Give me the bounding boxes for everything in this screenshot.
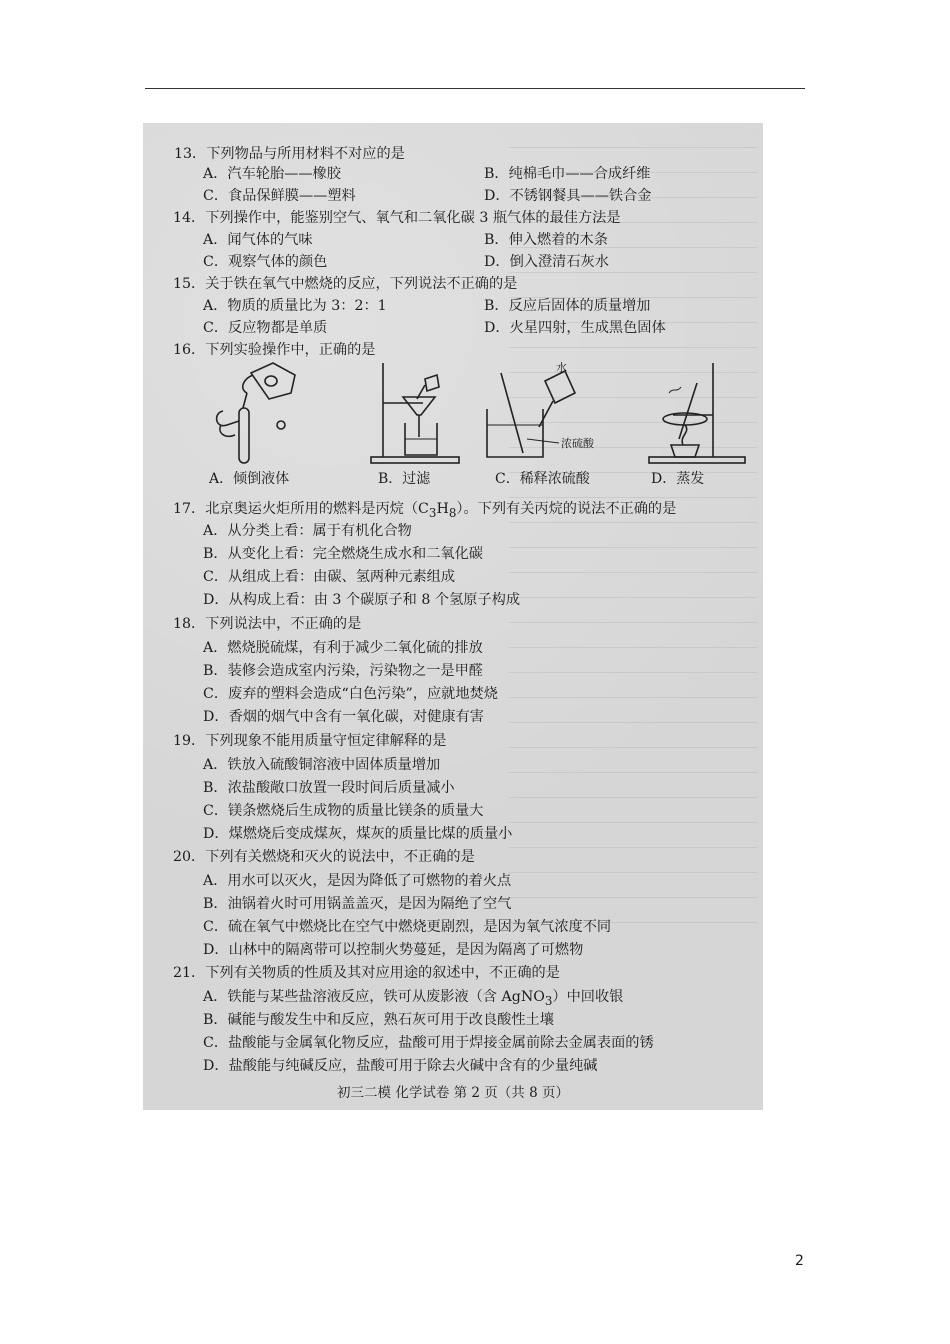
q21-option-d: D．盐酸能与纯碱反应，盐酸可用于除去火碱中含有的少量纯碱 [203, 1058, 598, 1074]
label-concentrated-sulfuric-acid: 浓硫酸 [561, 437, 594, 450]
q15-option-d: D．火星四射，生成黑色固体 [484, 320, 666, 336]
figure-caption-c: C．稀释浓硫酸 [495, 471, 590, 487]
q15-option-c: C．反应物都是单质 [203, 320, 328, 336]
q18-option-b: B．装修会造成室内污染，污染物之一是甲醛 [203, 663, 483, 679]
figure-caption-d: D．蒸发 [651, 471, 705, 487]
header-rule [145, 88, 805, 89]
q19-option-b: B．浓盐酸敞口放置一段时间后质量减小 [203, 780, 455, 796]
question-15-stem: 15．关于铁在氧气中燃烧的反应，下列说法不正确的是 [173, 276, 518, 292]
question-20-stem: 20．下列有关燃烧和灭火的说法中，不正确的是 [173, 849, 475, 865]
question-19-stem: 19．下列现象不能用质量守恒定律解释的是 [173, 733, 447, 749]
q13-option-c: C．食品保鲜膜——塑料 [203, 188, 356, 204]
q14-option-b: B．伸入燃着的木条 [484, 232, 608, 248]
q19-option-a: A．铁放入硫酸铜溶液中固体质量增加 [203, 757, 441, 773]
q21-option-b: B．碱能与酸发生中和反应，熟石灰可用于改良酸性土壤 [203, 1012, 554, 1028]
q21-option-a: A．铁能与某些盐溶液反应，铁可从废影液（含 AgNO$_3$）中回收银 [203, 989, 624, 1008]
q13-option-d: D．不锈钢餐具——铁合金 [484, 188, 652, 204]
q17-option-a: A．从分类上看：属于有机化合物 [203, 523, 412, 539]
q17-option-b: B．从变化上看：完全燃烧生成水和二氧化碳 [203, 546, 483, 562]
q18-option-d: D．香烟的烟气中含有一氧化碳，对健康有害 [203, 709, 484, 725]
filtration-figure [365, 353, 465, 468]
question-18-stem: 18．下列说法中，不正确的是 [173, 616, 362, 632]
figure-caption-a: A．倾倒液体 [209, 471, 290, 487]
pouring-liquid-figure [203, 353, 313, 468]
q14-option-c: C．观察气体的颜色 [203, 254, 328, 270]
question-14-stem: 14．下列操作中，能鉴别空气、氧气和二氧化碳 3 瓶气体的最佳方法是 [173, 210, 621, 226]
q13-option-b: B．纯棉毛巾——合成纤维 [484, 166, 651, 182]
q14-option-d: D．倒入澄清石灰水 [484, 254, 609, 270]
q17-option-c: C．从组成上看：由碳、氢两种元素组成 [203, 569, 456, 585]
exam-footer: 初三二模 化学试卷 第 2 页（共 8 页） [337, 1085, 569, 1101]
q20-option-b: B．油锅着火时可用锅盖盖灭，是因为隔绝了空气 [203, 896, 512, 912]
q20-option-a: A．用水可以灭火，是因为降低了可燃物的着火点 [203, 873, 512, 889]
question-16-stem: 16．下列实验操作中，正确的是 [173, 342, 376, 358]
figure-caption-b: B．过滤 [378, 471, 431, 487]
label-water: 水 [556, 361, 567, 374]
q20-option-c: C．硫在氧气中燃烧比在空气中燃烧更剧烈，是因为氧气浓度不同 [203, 919, 612, 935]
q21-option-c: C．盐酸能与金属氧化物反应，盐酸可用于焊接金属前除去金属表面的锈 [203, 1035, 654, 1051]
q19-option-c: C．镁条燃烧后生成物的质量比镁条的质量大 [203, 803, 484, 819]
q14-option-a: A．闻气体的气味 [203, 232, 313, 248]
evaporation-figure [643, 353, 753, 468]
q18-option-a: A．燃烧脱硫煤，有利于减少二氧化硫的排放 [203, 640, 483, 656]
q13-option-a: A．汽车轮胎——橡胶 [203, 166, 341, 182]
scanned-exam-page [143, 123, 763, 1110]
question-13-stem: 13．下列物品与所用材料不对应的是 [174, 146, 405, 162]
q20-option-d: D．山林中的隔离带可以控制火势蔓延，是因为隔离了可燃物 [203, 942, 584, 958]
question-21-stem: 21．下列有关物质的性质及其对应用途的叙述中，不正确的是 [173, 965, 560, 981]
q15-option-a: A．物质的质量比为 3：2：1 [203, 298, 387, 314]
q19-option-d: D．煤燃烧后变成煤灰，煤灰的质量比煤的质量小 [203, 826, 513, 842]
q18-option-c: C．废弃的塑料会造成“白色污染”，应就地焚烧 [203, 686, 498, 702]
question-17-stem: 17．北京奥运火炬所用的燃料是丙烷$(C_3H_8)$。下列有关丙烷的说法不正确的是 [173, 501, 677, 520]
q15-option-b: B．反应后固体的质量增加 [484, 298, 651, 314]
page-number: 2 [795, 1253, 804, 1269]
q17-option-d: D．从构成上看：由 3 个碳原子和 8 个氢原子构成 [203, 592, 521, 608]
